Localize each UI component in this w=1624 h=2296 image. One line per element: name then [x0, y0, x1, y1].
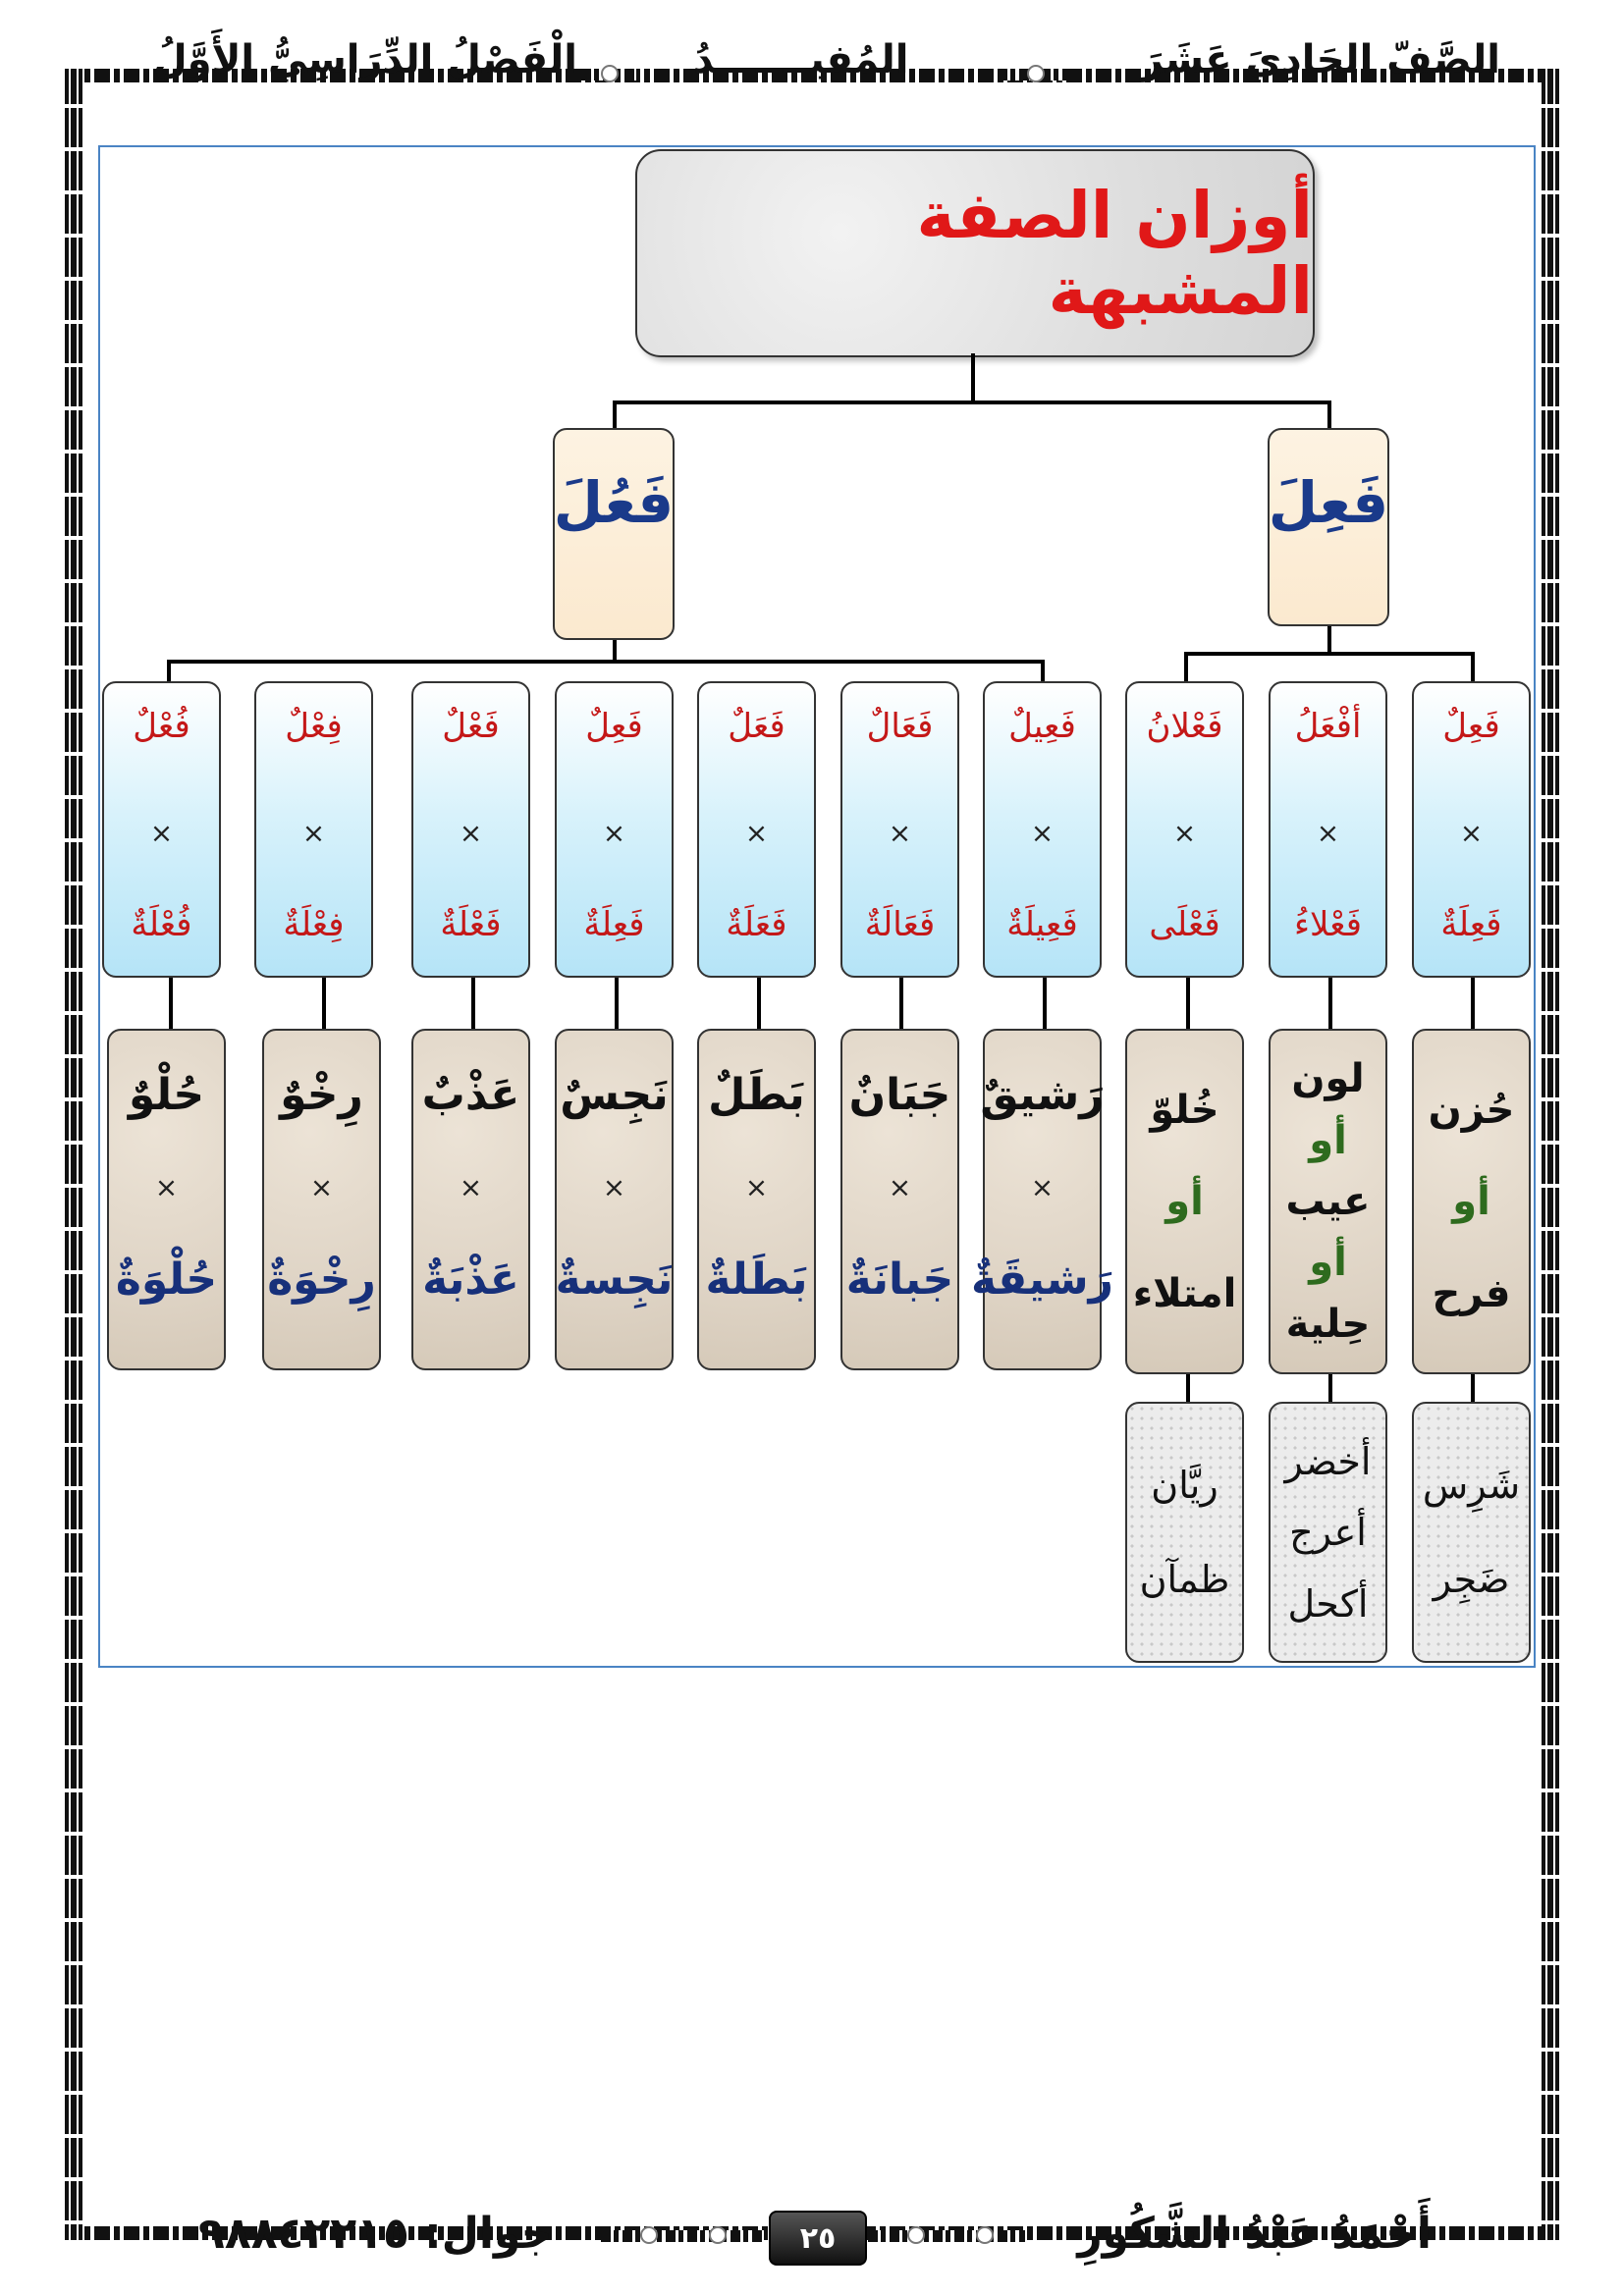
- adjective-word: أخضر: [1284, 1439, 1372, 1483]
- meaning-or: أو: [1309, 1117, 1347, 1163]
- meaning-word: لون: [1291, 1056, 1365, 1102]
- pattern-masculine: فَعِيلٌ: [1008, 707, 1076, 746]
- head-label: فَعِلَ: [1268, 469, 1389, 536]
- example-masculine: رَشيقٌ: [980, 1070, 1105, 1120]
- meaning-box: [1412, 1029, 1531, 1374]
- meaning-word: حِلية: [1285, 1301, 1371, 1347]
- example-feminine: حُلْوَةٌ: [115, 1255, 218, 1305]
- adjective-box: [1125, 1402, 1244, 1663]
- example-separator: ×: [309, 1171, 334, 1203]
- footer-author: أَحْمَدُ عَبْدُ الشَّكُورِ: [1077, 2209, 1432, 2259]
- pattern-separator: ×: [744, 817, 769, 849]
- example-box: [697, 1029, 816, 1370]
- diagram-title: أوزان الصفة المشبهة: [916, 178, 1313, 329]
- pattern-masculine: فَعِلٌ: [1442, 707, 1500, 746]
- connector-line: [615, 978, 619, 1029]
- pattern-masculine: فَعْلانُ: [1146, 707, 1223, 746]
- example-masculine: عَذْبٌ: [421, 1070, 520, 1120]
- example-masculine: بَطَلٌ: [708, 1070, 805, 1120]
- meaning-or: أو: [1165, 1179, 1204, 1224]
- pattern-feminine: فَعِلَةٌ: [583, 905, 645, 944]
- pattern-box: [1412, 681, 1531, 978]
- meaning-word: خُلوّ: [1150, 1087, 1219, 1133]
- connector-line: [169, 978, 173, 1029]
- pattern-separator: ×: [888, 817, 912, 849]
- header-ornament: [998, 69, 1072, 80]
- adjective-word: أكحل: [1287, 1581, 1369, 1626]
- connector-line: [1041, 660, 1045, 681]
- connector-line: [1328, 978, 1332, 1029]
- example-box: [107, 1029, 226, 1370]
- example-separator: ×: [1030, 1171, 1055, 1203]
- diagram-title-box: [635, 149, 1315, 357]
- adjective-box: [1269, 1402, 1387, 1663]
- pattern-feminine: فُعْلَةٌ: [131, 905, 192, 944]
- example-masculine: جَبَانٌ: [848, 1070, 951, 1120]
- connector-line: [1471, 1374, 1475, 1402]
- example-masculine: نَجِسٌ: [560, 1070, 669, 1120]
- pattern-feminine: فَعِيلَةٌ: [1006, 905, 1078, 944]
- pattern-feminine: فَعَلَةٌ: [726, 905, 787, 944]
- example-separator: ×: [888, 1171, 912, 1203]
- pattern-masculine: فُعْلٌ: [133, 707, 190, 746]
- meaning-or: أو: [1452, 1179, 1490, 1224]
- example-feminine: رِخْوَةٌ: [267, 1255, 376, 1305]
- footer-ornament: [868, 2230, 1025, 2242]
- meaning-box: [1269, 1029, 1387, 1374]
- adjective-word: ضَجِر: [1433, 1558, 1510, 1602]
- pattern-feminine: فَعْلَةٌ: [440, 905, 502, 944]
- example-feminine: عَذْبَةٌ: [422, 1255, 519, 1305]
- example-box: [971, 1029, 1113, 1370]
- head-box-fa3ila: [1268, 428, 1389, 626]
- footer-phone: جوال: ٩٨٨٤٢٢١٥: [198, 2209, 553, 2259]
- connector-line: [971, 353, 975, 402]
- connector-line: [1184, 652, 1475, 656]
- head-label: فَعُلَ: [553, 469, 675, 536]
- pattern-box: [1125, 681, 1244, 978]
- example-box: [555, 1029, 674, 1370]
- adjective-word: أعرج: [1289, 1511, 1367, 1554]
- connector-line: [471, 978, 475, 1029]
- connector-line: [613, 400, 617, 430]
- pattern-feminine: فَعِلَةٌ: [1440, 905, 1502, 944]
- meaning-word: عيب: [1285, 1178, 1371, 1224]
- pattern-masculine: فِعْلٌ: [285, 707, 343, 746]
- adjective-word: ظمآن: [1139, 1558, 1230, 1602]
- pattern-masculine: أفْعَلُ: [1294, 707, 1362, 746]
- connector-line: [1186, 978, 1190, 1029]
- pattern-separator: ×: [301, 817, 326, 849]
- example-separator: ×: [459, 1171, 483, 1203]
- connector-line: [322, 978, 326, 1029]
- connector-line: [899, 978, 903, 1029]
- meaning-word: فرح: [1432, 1270, 1511, 1316]
- connector-line: [1328, 1374, 1332, 1402]
- pattern-box: [697, 681, 816, 978]
- example-separator: ×: [154, 1171, 179, 1203]
- pattern-masculine: فَعْلٌ: [442, 707, 500, 746]
- pattern-box: [102, 681, 221, 978]
- header-book: المُفيـــــــدُ: [693, 37, 909, 82]
- pattern-box: [411, 681, 530, 978]
- example-box: [840, 1029, 959, 1370]
- header-term: الْفَصْلُ الدِّرَاسِيُّ الأَوَّلُ: [153, 37, 577, 82]
- border-left: [65, 69, 82, 2240]
- meaning-or: أو: [1309, 1240, 1347, 1286]
- example-separator: ×: [744, 1171, 769, 1203]
- example-box: [411, 1029, 530, 1370]
- example-masculine: حُلْوٌ: [128, 1070, 205, 1120]
- pattern-box: [555, 681, 674, 978]
- page-number-box: [769, 2211, 867, 2266]
- header-grade: الصَّفّ الحَادِيَ عَشَرَ: [1140, 37, 1500, 82]
- connector-line: [613, 400, 1331, 404]
- pattern-feminine: فِعْلَةٌ: [283, 905, 345, 944]
- border-right: [1542, 69, 1559, 2240]
- adjective-box: [1412, 1402, 1531, 1663]
- header-ornament: [581, 69, 636, 80]
- example-feminine: رَشيقَةٌ: [971, 1255, 1113, 1305]
- example-feminine: جَبانَةٌ: [845, 1255, 954, 1305]
- pattern-feminine: فَعَالَةٌ: [864, 905, 936, 944]
- connector-line: [1184, 652, 1188, 681]
- connector-line: [1327, 400, 1331, 430]
- example-box: [262, 1029, 381, 1370]
- pattern-box: [983, 681, 1102, 978]
- pattern-separator: ×: [459, 817, 483, 849]
- pattern-masculine: فَعَالٌ: [866, 707, 934, 746]
- connector-line: [1043, 978, 1047, 1029]
- pattern-separator: ×: [1459, 817, 1484, 849]
- pattern-box: [1269, 681, 1387, 978]
- pattern-separator: ×: [1316, 817, 1340, 849]
- pattern-separator: ×: [149, 817, 174, 849]
- pattern-separator: ×: [1172, 817, 1197, 849]
- adjective-word: ريَّان: [1151, 1463, 1218, 1507]
- pattern-separator: ×: [602, 817, 626, 849]
- head-box-fa3ula: [553, 428, 675, 640]
- example-feminine: نَجِسةٌ: [555, 1255, 674, 1305]
- connector-line: [1471, 652, 1475, 681]
- connector-line: [757, 978, 761, 1029]
- example-feminine: بَطَلةٌ: [705, 1255, 808, 1305]
- pattern-feminine: فَعْلاءُ: [1294, 905, 1362, 944]
- connector-line: [167, 660, 171, 681]
- pattern-masculine: فَعَلٌ: [728, 707, 785, 746]
- connector-line: [1186, 1374, 1190, 1402]
- pattern-box: [840, 681, 959, 978]
- footer-ornament: [601, 2230, 764, 2242]
- pattern-separator: ×: [1030, 817, 1055, 849]
- adjective-word: شَرِس: [1422, 1463, 1521, 1507]
- page-number: ٢٥: [799, 2220, 837, 2256]
- pattern-feminine: فَعْلَى: [1149, 905, 1220, 944]
- example-separator: ×: [602, 1171, 626, 1203]
- connector-line: [1471, 978, 1475, 1029]
- meaning-word: امتلاء: [1132, 1270, 1237, 1316]
- pattern-box: [254, 681, 373, 978]
- pattern-masculine: فَعِلٌ: [585, 707, 643, 746]
- meaning-word: حُزن: [1428, 1087, 1515, 1133]
- example-masculine: رِخْوٌ: [280, 1070, 363, 1120]
- connector-line: [167, 660, 1045, 664]
- meaning-box: [1125, 1029, 1244, 1374]
